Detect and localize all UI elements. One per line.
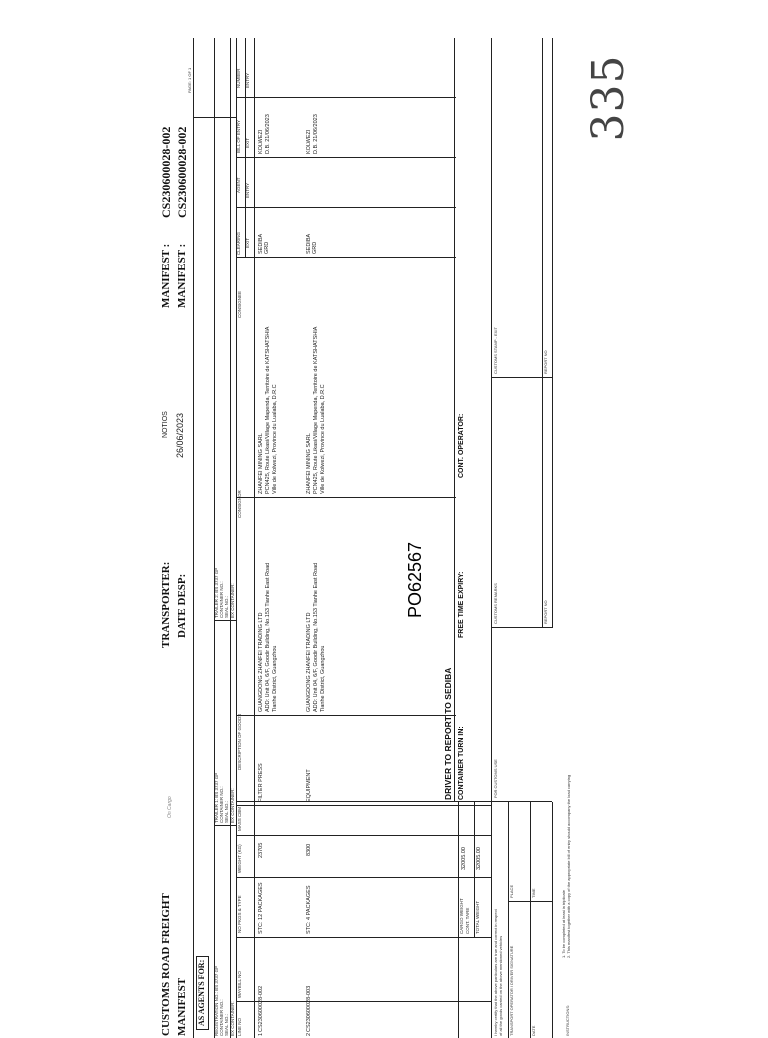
row-2-bill-date: D.B. 21/06/2023 xyxy=(313,114,319,154)
row-2-consignor-name: GUANGDONG ZHANFEI TRADING LTD xyxy=(306,612,312,712)
report-no-1: REPORT NO xyxy=(543,600,548,624)
col-divider-10 xyxy=(236,157,456,158)
trailer-1-label: TRAILER 1: BS 3737 GP xyxy=(214,772,219,823)
col-clearing: CLEARING xyxy=(236,231,241,255)
col-weight: WEIGHT (KG) xyxy=(237,844,242,873)
trailer-2-label: TRAILER 2: BS 3737 GP xyxy=(214,567,219,618)
main-bottom-line xyxy=(491,38,492,1038)
free-time-expiry: FREE TIME EXPIRY: xyxy=(458,571,465,638)
gross-value: 32005.00 xyxy=(461,847,467,870)
report-no-2: REPORT NO xyxy=(543,350,548,374)
row-2-consignor-addr2: Tianhe District, Guangzhou xyxy=(320,645,326,712)
manifest-label-2: MANIFEST : xyxy=(176,243,188,308)
column-header-bottom xyxy=(254,38,255,1038)
row-1-consignee-addr2: Ville de Kolwezi, Province du Lualaba, D.R.C xyxy=(272,384,278,494)
col-divider-1 xyxy=(236,1001,491,1002)
header-rule xyxy=(193,38,194,1038)
manifest-no-1: CS230600028-002 xyxy=(159,126,173,218)
manifest-document xyxy=(158,38,582,1038)
sig-line-3 xyxy=(552,802,553,1038)
row-1-waybill: CS230600028-002 xyxy=(258,985,264,1032)
row-2-line: 2 xyxy=(306,1032,312,1036)
sub-header-line xyxy=(245,38,246,258)
container-label-2: CONTAINER NO.: xyxy=(219,786,224,823)
sig-divider xyxy=(508,901,552,902)
container-label: CONTAINER NO.: xyxy=(219,999,224,1036)
col-agent: AGENT xyxy=(236,177,241,193)
date-label-footer: DATE xyxy=(531,1025,536,1036)
transporter-label: TRANSPORTER: xyxy=(160,561,172,648)
col-divider-11 xyxy=(236,97,456,98)
col-divider-6 xyxy=(236,715,456,716)
row-1-weight: 23705 xyxy=(258,842,264,858)
transport-signature: TRANSPORT OPERATOR / DRIVER SIGNATURE xyxy=(509,945,514,1036)
ex-container-line xyxy=(230,38,231,1038)
instruction-2: 2. This manifest together with a copy of the appropriate bill of entry should accompany the load carrying xyxy=(566,774,571,958)
faint-mark: On Cargo xyxy=(167,796,173,818)
footer-divider-3 xyxy=(491,377,552,378)
row-2-waybill: CS230600028-003 xyxy=(306,985,312,1032)
col-divider-9 xyxy=(236,207,456,208)
vehicle-divider-3 xyxy=(193,117,236,118)
row-2-consignee-addr2: Ville de Kolwezi, Province du Lualaba, D.R.C xyxy=(320,384,326,494)
customs-remarks: CUSTOMS REMARKS xyxy=(493,583,498,624)
transporter-value: NOTIOS xyxy=(162,411,169,438)
form-title: CUSTOMS ROAD FREIGHT xyxy=(160,893,172,1036)
form-subtitle: MANIFEST xyxy=(176,977,188,1036)
col-consignee: CONSIGNEE xyxy=(237,290,242,318)
col-consignor: CONSIGNOR xyxy=(237,490,242,518)
col-waybill: WAYBILL NO xyxy=(237,971,242,998)
col-divider-8 xyxy=(236,257,456,258)
col-exit-2: EXIT xyxy=(245,137,250,148)
col-description: DESCRIPTION OF GOODS xyxy=(237,713,242,770)
date-label: DATE DESP: xyxy=(176,573,188,638)
report-line xyxy=(542,38,543,628)
col-exit: EXIT xyxy=(245,237,250,248)
col-divider-7 xyxy=(236,497,456,498)
row-2-bill: KOLWEZI xyxy=(306,129,312,154)
agents-for-box: AS AGENTS FOR: xyxy=(196,956,209,1030)
manifest-no-2: CS230600028-002 xyxy=(175,126,189,218)
sig-line-2 xyxy=(530,802,531,1038)
row-2-description: EQUIPMENT xyxy=(306,769,312,802)
row-1-description: FILTER PRESS xyxy=(258,763,264,802)
instructions-label: INSTRUCTIONS: xyxy=(565,1004,570,1036)
row-2-packages: STC: 4 PACKAGES xyxy=(306,885,312,934)
ex-container-2: EX CONTAINER: xyxy=(230,788,235,823)
col-line: LINE NO xyxy=(237,1017,242,1036)
time-label: TIME xyxy=(531,888,536,898)
total-label: TOTAL WEIGHT xyxy=(475,900,480,934)
manifest-label-1: MANIFEST : xyxy=(160,243,172,308)
row-2-consignee-addr1: PCN425, Route Likasi/Village Mapenda, Territoire de KATSHATSHIA xyxy=(313,326,319,494)
cont-operator: CONT. OPERATOR: xyxy=(458,413,465,478)
col-divider-4 xyxy=(236,835,491,836)
footer-bottom xyxy=(552,38,553,628)
desc-left-edge xyxy=(236,801,491,802)
ex-container-3: EX CONTAINER: xyxy=(230,583,235,618)
row-1-consignee-addr1: PCN425, Route Likasi/Village Mapenda, Territoire de KATSHATSHIA xyxy=(265,326,271,494)
driver-instruction: DRIVER TO REPORT TO SEDIBA xyxy=(443,667,453,800)
row-1-bill-date: D.B. 21/06/2023 xyxy=(265,114,271,154)
col-bill: BILL OF ENTRY xyxy=(236,119,241,153)
seal-label: SEAL NO.: xyxy=(224,1014,229,1036)
row-1-consignee-name: ZHANFEI MINING SARL xyxy=(258,433,264,494)
col-number: NUMBER xyxy=(236,68,241,88)
gross-label: CARGO WEIGHT xyxy=(459,898,464,934)
seal-label-3: SEAL NO.: xyxy=(224,596,229,618)
date-value: 26/06/2023 xyxy=(175,412,185,458)
row-1-consignor-addr1: ADD: Unit 04, 6/F, Goodir Building, No.153 Tianhe East Road xyxy=(265,562,271,712)
col-divider-3 xyxy=(236,877,491,878)
total-value: 32005.00 xyxy=(476,847,482,870)
footer-divider-1 xyxy=(491,801,552,802)
row-1-bill: KOLWEZI xyxy=(258,129,264,154)
page-number: PAGE: 1 OF 1 xyxy=(187,67,192,93)
row-1-clearing: SEDIBA GRD xyxy=(258,234,271,254)
row-1-consignor-name: GUANGDONG ZHANFEI TRADING LTD xyxy=(258,612,264,712)
row-1-line: 1 xyxy=(258,1032,264,1036)
vehicle-row-line xyxy=(214,38,215,1038)
container-label-3: CONTAINER NO.: xyxy=(219,581,224,618)
col-packages: NO PKGS & TYPE xyxy=(237,895,242,933)
col-mass: MASS CBM xyxy=(237,806,242,831)
row-1-packages: STC: 12 PACKAGES xyxy=(258,882,264,934)
gross-sub: CONT. TARE xyxy=(465,907,470,934)
row-2-consignee-name: ZHANFEI MINING SARL xyxy=(306,433,312,494)
report-top-line xyxy=(454,38,455,802)
col-divider-5 xyxy=(236,805,491,806)
vehicle-divider-1 xyxy=(214,825,236,826)
po-stamp: PO62567 xyxy=(405,541,425,618)
col-divider-2 xyxy=(236,937,491,938)
container-turn-in: CONTAINER TURN IN: xyxy=(458,726,465,800)
declaration: I hereby certify that the above particulars are true and correct in respect xyxy=(493,909,498,1036)
instruction-1: 1. To be completed at least in triplicate xyxy=(561,890,566,958)
row-2-clearing: SEDIBA GRD xyxy=(306,234,319,254)
for-customs-use: FOR CUSTOMS USE xyxy=(493,759,498,798)
ex-container-1: EX CONTAINER: xyxy=(230,1001,235,1036)
row-1-consignor-addr2: Tianhe District, Guangzhou xyxy=(272,645,278,712)
registration-label: REGISTRATION NO.: BS 3737 GP xyxy=(214,965,219,1036)
vehicle-divider-2 xyxy=(214,620,236,621)
row-2-consignor-addr1: ADD: Unit 04, 6/F, Goodir Building, No.153 Tianhe East Road xyxy=(313,562,319,712)
declaration-2: of all the goods carried on the above mentioned vehicles xyxy=(498,935,503,1036)
place-label: PLACE xyxy=(509,884,514,898)
col-entry-2: ENTRY xyxy=(245,72,250,88)
seal-label-2: SEAL NO.: xyxy=(224,801,229,823)
row-2-weight: 8300 xyxy=(306,843,312,856)
col-entry: ENTRY xyxy=(245,182,250,198)
customs-stamp-exit: CUSTOMS STAMP - EXIT xyxy=(493,327,498,374)
handwritten-number: 335 xyxy=(583,54,634,142)
